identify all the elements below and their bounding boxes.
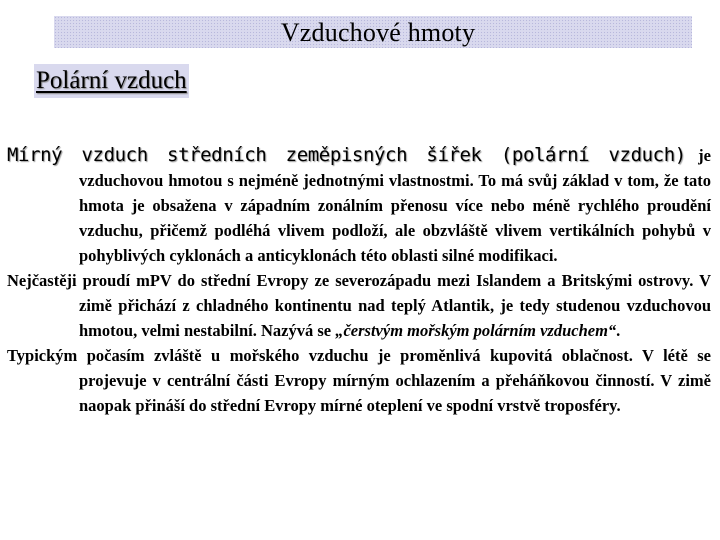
page-title: Vzduchové hmoty [280, 18, 476, 47]
paragraph-text: Typickým počasím zvláště u mořského vzduchu je proměnlivá kupovitá oblačnost. V létě se projevuje v centrální části Evropy mírným ochlazením a přeháňkovou činností. V zimě naopak přináší do střední Evropy mírné oteplení ve spodní vrstvě troposféry. [7, 346, 711, 415]
paragraph-air-flow [7, 268, 711, 343]
paragraph-text: je vzduchovou hmotou s nejméně jednotnými vlastnostmi. To má svůj základ v tom, že tato hmota je obsažena v západním zonálním přenosu více nebo méně rychlého proudění vzduchu, přičemž podléhá vlivem podloží, ale obzvláště vlivem vertikálních pohybů v pohyblivých cyklonách a anticyklonách této oblasti silné modifikaci. [79, 146, 711, 265]
body-text [7, 143, 711, 418]
paragraph-tail: . [616, 321, 621, 340]
paragraph-weather [7, 343, 711, 418]
title-bar [54, 16, 692, 48]
paragraph-text: Nejčastěji proudí mPV do střední Evropy ze severozápadu mezi Islandem a Britskými ostrovy. V zimě přichází z chladného kontinentu nad teplý Atlantik, je tedy studenou vzduchovou hmotou, velmi nestabilní. Nazývá se [7, 271, 711, 340]
section-heading: Polární vzduch [34, 64, 189, 98]
paragraph-emphasis: „čerstvým mořským polárním vzduchem“ [335, 321, 617, 340]
paragraph-lead: Mírný vzduch středních zeměpisných šířek (polární vzduch) [7, 144, 686, 166]
paragraph-polar-air-definition [7, 143, 711, 268]
